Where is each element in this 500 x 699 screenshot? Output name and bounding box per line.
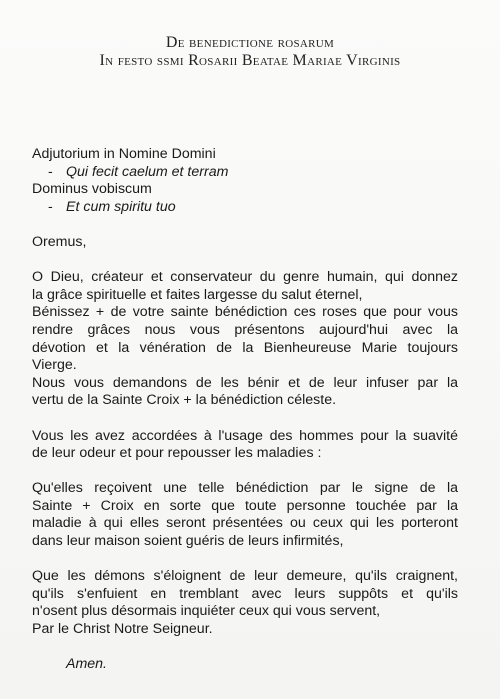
versicle: Adjutorium in Nomine Domini bbox=[32, 146, 216, 162]
prayer-line: rendre grâces nous vous présentons aujourd'hui avec la bbox=[32, 321, 458, 338]
prayer-line: dévotion et la vénération de la Bienheureuse Marie toujours bbox=[32, 339, 458, 356]
amen: Amen. bbox=[66, 656, 108, 673]
oremus: Oremus, bbox=[32, 233, 87, 250]
response-text: Et cum spiritu tuo bbox=[66, 198, 176, 215]
prayer-line: vertu de la Sainte Croix + la bénédiction céleste. bbox=[32, 392, 337, 409]
prayer-line: dans leur maison soient guéris de leurs infirmités, bbox=[32, 533, 344, 550]
title-line-2: In festo ssmi Rosarii Beatae Mariae Virginis bbox=[99, 52, 401, 69]
response bbox=[32, 199, 458, 217]
prayer-line: Qu'elles reçoivent une telle bénédiction par le signe de la bbox=[32, 480, 458, 497]
prayer-line: O Dieu, créateur et conservateur du genre humain, qui donnez bbox=[32, 269, 458, 286]
prayer-line: Nous vous demandons de les bénir et de leur infuser par la bbox=[32, 374, 458, 391]
prayer-paragraph-2 bbox=[32, 428, 458, 463]
prayer-line: Sainte + Croix en sorte que toute personne touchée par la bbox=[32, 497, 458, 514]
prayer-paragraph-3 bbox=[32, 480, 458, 550]
title-line-1: De benedictione rosarum bbox=[165, 34, 335, 51]
response-dash: - bbox=[48, 198, 53, 215]
prayer-line: Par le Christ Notre Seigneur. bbox=[32, 621, 213, 638]
prayer-line: Vierge. bbox=[32, 357, 77, 374]
document-body bbox=[32, 146, 458, 674]
prayer-line: de leur odeur et pour repousser les maladies : bbox=[32, 445, 322, 462]
prayer-line: la grâce spirituelle et faites largesse du salut éternel, bbox=[32, 286, 363, 303]
prayer-line: maladie à qui elles seront présentées ou ceux qui les porteront bbox=[32, 515, 458, 532]
prayer-line: Bénissez + de votre sainte bénédiction ces roses que pour vous bbox=[32, 304, 458, 321]
response bbox=[32, 164, 458, 182]
prayer-paragraph-1 bbox=[32, 269, 458, 410]
prayer-line: Que les démons s'éloignent de leur demeure, qu'ils craignent, bbox=[32, 568, 458, 585]
prayer-paragraph-4 bbox=[32, 568, 458, 638]
versicle: Dominus vobiscum bbox=[32, 181, 152, 198]
response-dash: - bbox=[48, 163, 53, 180]
response-text: Qui fecit caelum et terram bbox=[66, 163, 229, 180]
prayer-line: n'osent plus désormais inquiéter ceux qui vous servent, bbox=[32, 603, 381, 620]
prayer-line: Vous les avez accordées à l'usage des hommes pour la suavité bbox=[32, 427, 458, 444]
prayer-line: qu'ils s'enfuient en tremblant avec leurs suppôts et qu'ils bbox=[32, 585, 458, 602]
document-title bbox=[0, 34, 500, 70]
